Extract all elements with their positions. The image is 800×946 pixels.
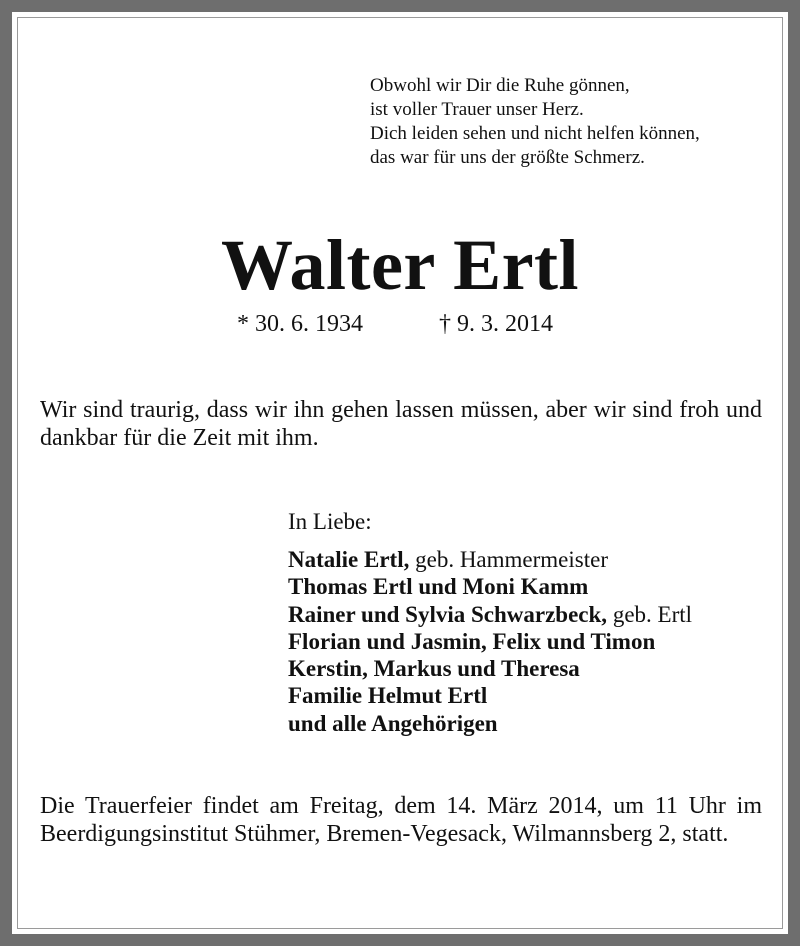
- poem-line: ist voller Trauer unser Herz.: [370, 99, 584, 120]
- poem-line: Obwohl wir Dir die Ruhe gönnen,: [370, 75, 630, 96]
- mourner-name: Familie Helmut Ertl: [288, 683, 488, 709]
- poem: [370, 74, 700, 170]
- mourner-entry: [288, 682, 692, 709]
- poem-line: das war für uns der größte Schmerz.: [370, 147, 645, 168]
- mourner-suffix: geb. Hammermeister: [409, 547, 608, 572]
- mourner-entry: [288, 601, 692, 628]
- mourner-entry: [288, 628, 692, 655]
- mourner-name: Rainer und Sylvia Schwarzbeck,: [288, 601, 608, 627]
- mourner-entry: [288, 573, 692, 600]
- funeral-service-notice: Die Trauerfeier findet am Freitag, dem 14. März 2014, um 11 Uhr im Beerdigungsinstitut Stühmer, Bremen-Vegesack, Wilmannsberg 2, statt.: [40, 793, 762, 847]
- deceased-name: Walter Ertl: [220, 225, 580, 305]
- mourner-suffix: geb. Ertl: [607, 601, 693, 627]
- mourners-list: [288, 546, 692, 737]
- mourners-heading: In Liebe:: [288, 509, 372, 534]
- mourner-name: Florian und Jasmin, Felix und Timon: [288, 628, 656, 654]
- mourner-name: Thomas Ertl und Moni Kamm: [288, 574, 589, 600]
- death-date: † 9. 3. 2014: [439, 311, 553, 337]
- mourner-entry: [288, 546, 692, 573]
- mourner-name: und alle Angehörigen: [288, 710, 498, 736]
- mourner-entry: [288, 655, 692, 682]
- birth-date: * 30. 6. 1934: [237, 311, 363, 337]
- mourner-name: Natalie Ertl,: [288, 547, 410, 572]
- poem-line: Dich leiden sehen und nicht helfen können,: [370, 123, 700, 144]
- mourner-entry: [288, 710, 692, 737]
- mourner-name: Kerstin, Markus und Theresa: [288, 656, 580, 682]
- farewell-message: Wir sind traurig, dass wir ihn gehen lassen müssen, aber wir sind froh und dankbar für die Zeit mit ihm.: [40, 397, 762, 451]
